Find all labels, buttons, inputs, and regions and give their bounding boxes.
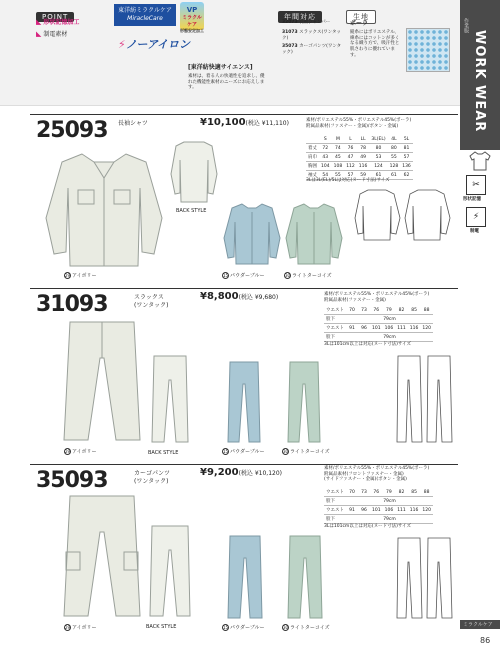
slacks-front-ivory	[60, 318, 144, 444]
table-row: 胸囲 104 108 112 116 124 128 136	[308, 163, 411, 169]
product-price-1: ¥10,100(税込 ¥11,110)	[200, 117, 289, 128]
product-material-1: 素材/ポリエステル55%・ポリエステル45%(ポーラ) 附属品素材(ファスナー・金属)/ボタン・金属)	[306, 118, 412, 129]
antistatic-label: 制電	[470, 229, 479, 234]
side-tab	[460, 0, 500, 666]
color-label-3-2: 15 パウダーブルー	[223, 625, 265, 631]
table-row: 股下 79cm	[324, 515, 433, 524]
back-style-label-1: BACK STYLE	[176, 208, 207, 214]
table-row: 股下 79cm	[324, 333, 433, 342]
product-number-2: 31093	[36, 292, 108, 317]
table-row: 股下 79cm	[324, 315, 433, 324]
slacks-powder-blue	[226, 360, 262, 444]
back-style-label-2: BACK STYLE	[148, 450, 179, 456]
cargo-front-ivory	[60, 492, 144, 620]
fabric-label: 生地	[346, 10, 376, 24]
point-item-2: ◣ 制電素材	[36, 30, 68, 38]
shirt-back-style	[170, 138, 218, 206]
brand-desc: 素材は、着る人の快適性を追求し、優れた機能性素材のニーズにお応えします。	[188, 74, 265, 91]
product-price-2: ¥8,800(税込 ¥9,680)	[200, 291, 279, 302]
color-label-2-3: 30 ライトターコイズ	[283, 449, 330, 455]
shirt-outline-icon	[468, 150, 492, 172]
header-panel	[0, 0, 460, 106]
product-material-2: 素材/ポリエステル55%・ポリエステル45%(ポーラ) 附属品素材(ファスナー・金属)	[324, 292, 430, 303]
fabric-name: ポーラ	[350, 20, 369, 27]
back-style-label-3: BACK STYLE	[146, 624, 177, 630]
year-label: 年間対応	[278, 11, 322, 23]
table-row: 着丈 72 74 76 78 80 80 81	[306, 144, 413, 153]
shirt-powder-blue	[222, 200, 282, 268]
slacks-light-turquoise	[286, 360, 322, 444]
footer-brand: ミラクルケア	[460, 620, 500, 629]
brand-tagline: [東洋紡快適サイエンス]	[188, 64, 253, 71]
shirt-line-drawing	[354, 184, 454, 244]
cargo-light-turquoise	[286, 534, 324, 620]
shirt-front-ivory	[42, 148, 166, 270]
color-label-3-3: 30 ライトターコイズ	[283, 625, 330, 631]
slacks-back-style	[150, 354, 190, 444]
shape-memory-icon: ✂	[466, 175, 486, 195]
cargo-back-style	[148, 524, 192, 618]
size-note-1: 3Lは3L(EL)/5Lは対応(ヌード寸法)サイズ	[306, 178, 390, 183]
vp-logo: VP ミラクルケア 形態安定加工	[180, 2, 204, 30]
product-number-1: 25093	[36, 118, 108, 143]
size-table-3	[324, 488, 433, 524]
color-label-1-3: 30 ライトターコイズ	[285, 273, 332, 279]
slacks-line-drawing	[396, 354, 456, 446]
table-row: ウエスト 91 96 101 106 111 116 120	[326, 507, 431, 513]
side-tab-title: WORK WEAR	[472, 30, 487, 133]
shape-memory-label: 形状記憶	[463, 197, 481, 202]
table-row: 袖丈 54 55 57 59 61 61 62	[306, 171, 413, 180]
side-tab-sub: 作業服	[463, 18, 469, 33]
point-label: POINT	[36, 12, 74, 22]
point-item-1: ◣ 形状記憶加工	[36, 18, 80, 26]
antistatic-icon: ⚡	[466, 207, 486, 227]
size-table-1: S M L LL 3L(EL) 4L 5L 着丈 72 74 76 78 80 80 81 肩巾 43 45 47 49 53 55 57 胸囲 104 108 112 116 124 128 136 袖丈 54 55 57 59 61 61 62	[308, 137, 411, 178]
color-label-3-1: 29 アイボリー	[65, 625, 97, 631]
table-row: ウエスト 70 73 76 79 82 85 88	[324, 488, 433, 497]
year-item-1: 32073 長袖ジャンパー	[282, 20, 331, 25]
shirt-light-turquoise	[284, 200, 344, 268]
color-label-2-2: 15 パウダーブルー	[223, 449, 265, 455]
table-row: ウエスト 70 73 76 79 82 85 88	[324, 306, 433, 315]
product-price-3: ¥9,200(税込 ¥10,120)	[200, 467, 282, 478]
size-note-2: 3Lは101cm以上は対応(ヌード寸法)サイズ	[324, 342, 411, 347]
color-label-1-1: 29 アイボリー	[65, 273, 97, 279]
table-row: ウエスト 91 96 101 106 111 116 120	[326, 325, 431, 331]
table-row: 股下 79cm	[324, 497, 433, 506]
color-label-2-1: 29 アイボリー	[65, 449, 97, 455]
fabric-swatch	[406, 28, 450, 72]
miraclecare-logo: 東洋紡ミラクルケア MiracleCare	[114, 4, 176, 26]
size-table-2	[324, 306, 433, 342]
cargo-powder-blue	[226, 534, 264, 620]
cargo-line-drawing	[396, 536, 456, 622]
product-number-3: 35093	[36, 468, 108, 493]
product-material-3: 素材/ポリエステル55%・ポリエステル45%(ポーラ) 附属品素材(フロントファスナー・金属) (サイドファスナー・金属)(ボタン・金属)	[324, 466, 430, 483]
color-label-1-2: 15 パウダーブルー	[223, 273, 265, 279]
fabric-desc: 縦糸にはポリエステル、緯糸にはコットンが多くなる織り方で、吸汗性と肌さわりに優れています。	[350, 30, 400, 58]
size-note-3: 3Lは101cm以上は対応(ヌード寸法)サイズ	[324, 524, 411, 529]
table-row: 肩巾 43 45 47 49 53 55 57	[306, 153, 413, 162]
year-item-3: 35073 カーゴパンツ(ワンタック)	[282, 44, 342, 55]
product-name-3: カーゴパンツ (ワンタック)	[134, 470, 171, 485]
product-name-1: 長袖シャツ	[118, 120, 148, 127]
page-number: 86	[480, 636, 491, 645]
year-item-2: 31073 スラックス(ワンタック)	[282, 30, 342, 41]
noiron-logo: ⚡ノーアイロン	[118, 38, 190, 51]
product-name-2: スラックス (ワンタック)	[134, 294, 169, 309]
